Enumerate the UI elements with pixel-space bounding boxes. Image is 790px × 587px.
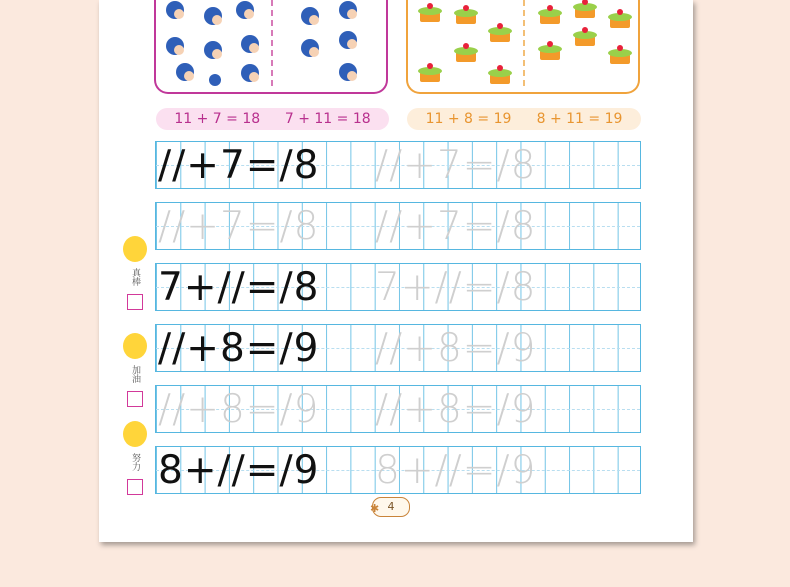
rating-checkbox[interactable] — [127, 391, 143, 407]
equation-text: 11 + 7 = 18 — [174, 111, 261, 127]
trace-equation: //+8=/9 — [375, 386, 537, 432]
rating-checkbox[interactable] — [127, 294, 143, 310]
rating-label: 加油 — [130, 365, 140, 383]
page-number: 4 — [387, 500, 395, 513]
trace-equation: //+7=/8 — [158, 203, 320, 249]
hedgehog-icons — [166, 1, 357, 86]
model-equation: //+7=/8 — [158, 142, 320, 188]
equation-text: 11 + 8 = 19 — [425, 111, 512, 127]
model-equation: //+8=/9 — [158, 325, 320, 371]
rating-badge-keep-going — [120, 333, 150, 407]
rating-badge-try-harder — [120, 421, 150, 495]
rating-label: 真棒 — [130, 268, 140, 286]
trace-equation: //+7=/8 — [375, 203, 537, 249]
trace-equation: //+8=/9 — [375, 325, 537, 371]
trace-equation: 7+//=/8 — [375, 264, 537, 310]
chick-icon — [123, 236, 147, 262]
writing-row[interactable] — [155, 446, 641, 494]
page-number-badge — [372, 497, 410, 517]
writing-row[interactable] — [155, 385, 641, 433]
trace-equation: //+7=/8 — [375, 142, 537, 188]
model-equation: 7+//=/8 — [158, 264, 320, 310]
equation-text: 7 + 11 = 18 — [284, 111, 371, 127]
writing-row[interactable] — [155, 202, 641, 250]
rating-checkbox[interactable] — [127, 479, 143, 495]
chick-icon — [123, 333, 147, 359]
cake-icons — [418, 0, 632, 84]
equation-text: 8 + 11 = 19 — [536, 111, 623, 127]
writing-row[interactable] — [155, 141, 641, 189]
equation-pill-hedgehogs — [156, 108, 389, 130]
trace-equation: //+8=/9 — [158, 386, 320, 432]
rating-badge-great — [120, 236, 150, 310]
trace-equation: 8+//=/9 — [375, 447, 537, 493]
writing-row[interactable] — [155, 263, 641, 311]
writing-row[interactable] — [155, 324, 641, 372]
ant-icon: ✱ — [370, 502, 380, 515]
equation-pill-cakes — [407, 108, 641, 130]
model-equation: 8+//=/9 — [158, 447, 320, 493]
rating-label: 努力 — [130, 453, 140, 471]
picture-illustrations — [0, 0, 790, 100]
chick-icon — [123, 421, 147, 447]
